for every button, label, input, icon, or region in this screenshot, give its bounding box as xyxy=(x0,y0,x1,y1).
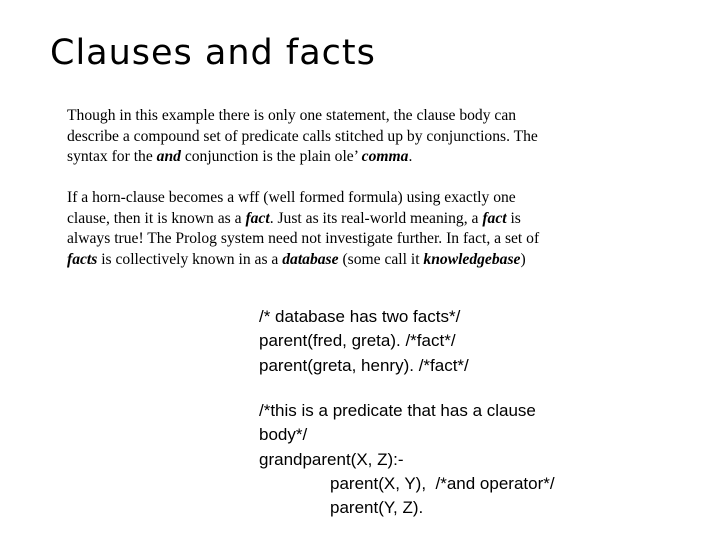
code-block-predicate xyxy=(259,399,555,520)
text-line: If a horn-clause becomes a wff (well formed formula) using exactly one xyxy=(67,189,516,206)
text-run: . xyxy=(408,148,413,166)
code-line: grandparent(X, Z):- xyxy=(259,449,404,469)
text-run: syntax for the xyxy=(67,148,157,166)
emphasis-comma: comma xyxy=(361,148,409,166)
code-block-database xyxy=(259,305,469,378)
emphasis-database: database xyxy=(282,251,339,269)
paragraph-conjunctions xyxy=(67,106,627,168)
text-run: is xyxy=(506,209,521,227)
text-run: conjunction is the plain ole’ xyxy=(180,148,362,166)
text-run: ) xyxy=(520,251,526,269)
text-line xyxy=(67,250,627,271)
emphasis-facts: facts xyxy=(67,251,98,269)
code-line: parent(fred, greta). /*fact*/ xyxy=(259,331,456,351)
text-run: (some call it xyxy=(338,251,424,269)
code-line-indented: parent(X, Y), /*and operator*/ xyxy=(330,473,555,493)
text-line xyxy=(67,209,627,230)
emphasis-and: and xyxy=(156,148,181,166)
slide-title: Clauses and facts xyxy=(50,33,376,73)
emphasis-fact: fact xyxy=(482,209,507,227)
code-line: parent(greta, henry). /*fact*/ xyxy=(259,355,469,375)
emphasis-fact: fact xyxy=(245,209,270,227)
code-line: /*this is a predicate that has a clause xyxy=(259,401,536,420)
text-line: Though in this example there is only one statement, the clause body can xyxy=(67,107,517,124)
code-line: body*/ xyxy=(259,425,308,445)
text-run: . Just as its real-world meaning, a xyxy=(269,209,483,227)
paragraph-facts xyxy=(67,188,627,271)
text-run: is collectively known in as a xyxy=(97,251,283,269)
text-line: describe a compound set of predicate calls stitched up by conjunctions. The xyxy=(67,127,538,145)
text-run: clause, then it is known as a xyxy=(67,209,246,227)
code-line-indented: parent(Y, Z). xyxy=(330,498,424,518)
emphasis-knowledgebase: knowledgebase xyxy=(423,251,521,269)
code-line: /* database has two facts*/ xyxy=(259,307,461,326)
text-line xyxy=(67,147,627,168)
text-line: always true! The Prolog system need not investigate further. In fact, a set of xyxy=(67,230,540,248)
